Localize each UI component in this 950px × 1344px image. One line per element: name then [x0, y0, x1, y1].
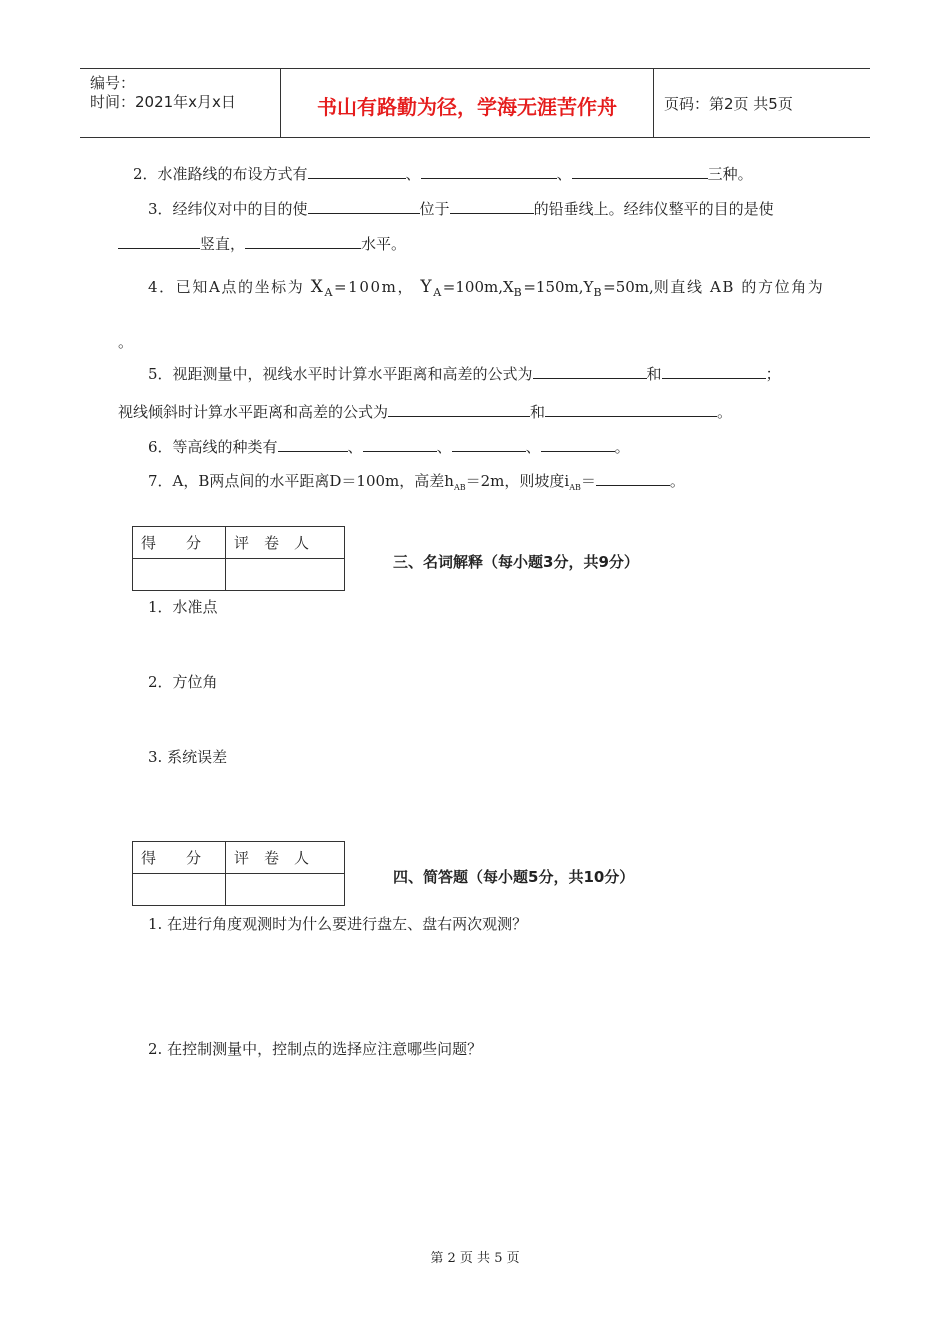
q3-line2-suffix: 水平。 — [361, 235, 407, 253]
q6-blank-1[interactable] — [278, 437, 348, 452]
score-table-section-4 — [132, 841, 345, 906]
score-cell[interactable] — [133, 874, 226, 906]
header-info-cell — [80, 69, 281, 137]
q6-sep-3: 、 — [525, 438, 541, 456]
grader-cell[interactable] — [226, 559, 345, 591]
q7-h-sub: AB — [453, 483, 466, 492]
q2-blank-1[interactable] — [308, 164, 406, 179]
q5-line2-prefix: 视线倾斜时计算水平距离和高差的公式为 — [118, 403, 389, 421]
header-motto-cell — [281, 69, 654, 137]
section-4-title: 四、简答题（每小题5分，共10分） — [393, 868, 635, 886]
q4-xb-val: =150m,Y — [523, 278, 594, 296]
grader-cell[interactable] — [226, 874, 345, 906]
q3-blank-2[interactable] — [450, 199, 534, 214]
section-4-item-2: 2. 在控制测量中，控制点的选择应注意哪些问题？ — [148, 1040, 483, 1058]
q4-xb-sub: B — [513, 286, 524, 299]
q2-sep-2: 、 — [556, 165, 572, 183]
q2-sep-1: 、 — [405, 165, 421, 183]
q3-blank-4[interactable] — [245, 234, 361, 249]
section-3-item-1: 1．水准点 — [148, 598, 218, 616]
score-header: 得 分 — [133, 527, 226, 559]
q4-xa-sub: A — [324, 286, 335, 299]
q4-xa: X — [310, 277, 325, 297]
q4-yb-val: =50m, — [603, 278, 654, 296]
question-5-line-2 — [118, 401, 732, 422]
q7-prefix: 7．A，B两点间的水平距离D＝100m，高差h — [148, 472, 454, 490]
q5-blank-4[interactable] — [545, 402, 717, 417]
q2-blank-2[interactable] — [421, 164, 557, 179]
section-3-item-3: 3. 系统误差 — [148, 748, 228, 766]
score-table-section-3 — [132, 526, 345, 591]
grader-header: 评 卷 人 — [226, 527, 345, 559]
header-page-label: 页码：第2页 共5页 — [664, 95, 793, 113]
time-label: 时间：2021年x月x日 — [90, 93, 236, 111]
question-6 — [148, 436, 630, 457]
question-4 — [148, 276, 824, 299]
question-2 — [133, 163, 753, 184]
section-3-title: 三、名词解释（每小题3分，共9分） — [393, 553, 639, 571]
q2-blank-3[interactable] — [572, 164, 708, 179]
page-footer: 第 2 页 共 5 页 — [430, 1251, 520, 1266]
q4-yb-sub: B — [593, 286, 604, 299]
score-cell[interactable] — [133, 559, 226, 591]
q4-end: 。 — [118, 333, 134, 351]
q5-end-1: ； — [765, 365, 781, 383]
grader-header: 评 卷 人 — [226, 842, 345, 874]
q4-ya-sub: A — [433, 286, 443, 299]
q7-i-sub: AB — [569, 483, 581, 492]
q6-end: 。 — [614, 438, 630, 456]
q7-blank-1[interactable] — [596, 471, 670, 486]
q4-suffix: 则直线 AB 的方位角为 — [653, 278, 825, 296]
q2-suffix: 三种。 — [707, 165, 753, 183]
serial-label: 编号： — [90, 74, 136, 92]
q5-blank-3[interactable] — [388, 402, 530, 417]
q3-line2-mid: 竖直， — [200, 235, 246, 253]
q6-prefix: 6．等高线的种类有 — [148, 438, 278, 456]
q2-prefix: 2．水准路线的布设方式有 — [133, 165, 308, 183]
q6-sep-2: 、 — [436, 438, 452, 456]
q4-ya: Y — [420, 277, 434, 297]
question-7 — [148, 470, 685, 492]
q7-eq: ＝ — [580, 472, 596, 490]
q5-and-2: 和 — [530, 403, 546, 421]
q5-and-1: 和 — [646, 365, 662, 383]
q3-blank-1[interactable] — [308, 199, 420, 214]
q5-end-2: 。 — [717, 403, 733, 421]
motto: 书山有路勤为径，学海无涯苦作舟 — [317, 95, 617, 119]
q5-blank-1[interactable] — [533, 364, 647, 379]
q4-prefix: 4．已知A点的坐标为 — [148, 278, 305, 296]
q3-mid-2: 的铅垂线上。经纬仪整平的目的是使 — [533, 200, 774, 218]
q6-sep-1: 、 — [347, 438, 363, 456]
q7-mid: ＝2m，则坡度i — [465, 472, 570, 490]
section-3-item-2: 2．方位角 — [148, 673, 218, 691]
q4-xa-val: =100m， — [334, 278, 415, 296]
q6-blank-4[interactable] — [541, 437, 615, 452]
q6-blank-3[interactable] — [452, 437, 526, 452]
question-3 — [148, 198, 774, 219]
q6-blank-2[interactable] — [363, 437, 437, 452]
question-3-line-2 — [118, 233, 406, 254]
q3-prefix: 3．经纬仪对中的目的使 — [148, 200, 308, 218]
q7-end: 。 — [669, 472, 685, 490]
q5-blank-2[interactable] — [662, 364, 766, 379]
question-5 — [148, 363, 781, 384]
section-4-item-1: 1. 在进行角度观测时为什么要进行盘左、盘右两次观测？ — [148, 915, 528, 933]
q3-blank-3[interactable] — [118, 234, 200, 249]
q3-mid-1: 位于 — [419, 200, 450, 218]
page-header — [80, 68, 870, 138]
q4-ya-val: =100m,X — [442, 278, 514, 296]
q5-prefix: 5．视距测量中，视线水平时计算水平距离和高差的公式为 — [148, 365, 533, 383]
score-header: 得 分 — [133, 842, 226, 874]
